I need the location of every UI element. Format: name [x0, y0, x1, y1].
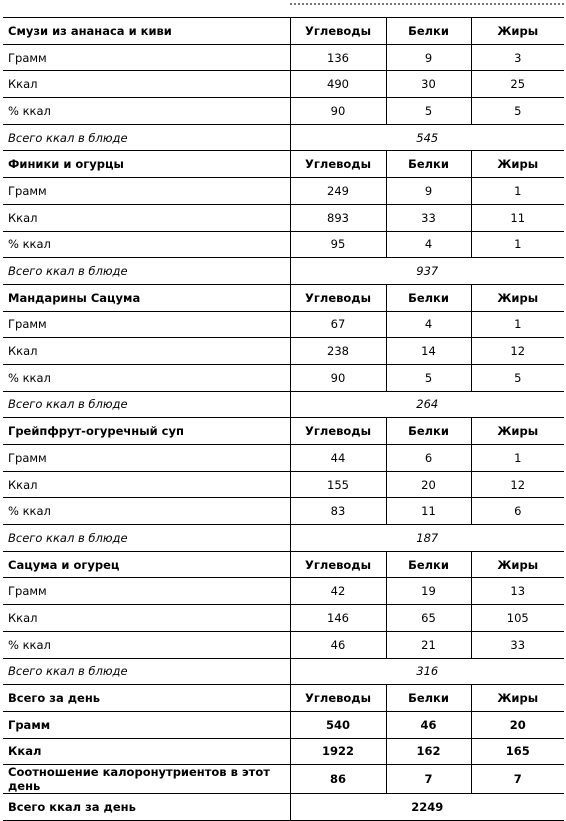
value-cell: 3 — [471, 44, 564, 71]
total-row — [3, 391, 564, 418]
value-cell: 21 — [386, 631, 471, 658]
total-value: 187 — [290, 525, 564, 552]
column-header: Белки — [386, 151, 471, 178]
table-row — [3, 765, 564, 794]
value-cell: 12 — [471, 471, 564, 498]
column-header: Углеводы — [290, 551, 386, 578]
column-header: Белки — [386, 418, 471, 445]
table-row — [3, 445, 564, 472]
value-cell: 5 — [471, 364, 564, 391]
total-value: 2249 — [290, 794, 564, 821]
value-cell: 25 — [471, 71, 564, 98]
row-label: % ккал — [3, 231, 290, 258]
value-cell: 46 — [290, 631, 386, 658]
total-row — [3, 258, 564, 285]
value-cell: 67 — [290, 311, 386, 338]
column-header: Жиры — [471, 551, 564, 578]
section-header-row — [3, 685, 564, 712]
column-header: Углеводы — [290, 418, 386, 445]
section-title: Всего за день — [3, 685, 290, 712]
table-row — [3, 178, 564, 205]
value-cell: 155 — [290, 471, 386, 498]
column-header: Жиры — [471, 18, 564, 45]
table-row — [3, 711, 564, 738]
row-label: Грамм — [3, 44, 290, 71]
table-row — [3, 98, 564, 125]
row-label: Ккал — [3, 471, 290, 498]
section-header-row — [3, 551, 564, 578]
table-row — [3, 204, 564, 231]
value-cell: 165 — [471, 738, 564, 765]
row-label: % ккал — [3, 631, 290, 658]
section-title: Смузи из ананаса и киви — [3, 18, 290, 45]
value-cell: 33 — [471, 631, 564, 658]
total-label: Всего ккал в блюде — [3, 391, 290, 418]
column-header: Углеводы — [290, 685, 386, 712]
row-label: Грамм — [3, 445, 290, 472]
value-cell: 20 — [471, 711, 564, 738]
value-cell: 90 — [290, 364, 386, 391]
total-label: Всего ккал в блюде — [3, 258, 290, 285]
value-cell: 6 — [386, 445, 471, 472]
table-row — [3, 631, 564, 658]
value-cell: 893 — [290, 204, 386, 231]
row-label: Соотношение калоронутриентов в этот день — [3, 765, 290, 794]
value-cell: 86 — [290, 765, 386, 794]
value-cell: 19 — [386, 578, 471, 605]
nutrition-table — [3, 17, 564, 821]
value-cell: 11 — [386, 498, 471, 525]
value-cell: 7 — [471, 765, 564, 794]
column-header: Жиры — [471, 418, 564, 445]
table-row — [3, 471, 564, 498]
total-label: Всего ккал в блюде — [3, 658, 290, 685]
total-row — [3, 794, 564, 821]
row-label: Грамм — [3, 311, 290, 338]
table-row — [3, 231, 564, 258]
total-value: 316 — [290, 658, 564, 685]
column-header: Белки — [386, 18, 471, 45]
section-header-row — [3, 284, 564, 311]
table-row — [3, 71, 564, 98]
value-cell: 83 — [290, 498, 386, 525]
value-cell: 5 — [471, 98, 564, 125]
table-row — [3, 738, 564, 765]
value-cell: 6 — [471, 498, 564, 525]
value-cell: 90 — [290, 98, 386, 125]
value-cell: 5 — [386, 98, 471, 125]
value-cell: 1 — [471, 231, 564, 258]
value-cell: 46 — [386, 711, 471, 738]
value-cell: 1 — [471, 178, 564, 205]
total-label: Всего ккал в блюде — [3, 525, 290, 552]
value-cell: 238 — [290, 338, 386, 365]
table-row — [3, 44, 564, 71]
row-label: Ккал — [3, 738, 290, 765]
value-cell: 12 — [471, 338, 564, 365]
section-header-row — [3, 18, 564, 45]
section-header-row — [3, 151, 564, 178]
value-cell: 136 — [290, 44, 386, 71]
row-label: Ккал — [3, 71, 290, 98]
row-label: Грамм — [3, 578, 290, 605]
table-row — [3, 498, 564, 525]
value-cell: 9 — [386, 178, 471, 205]
row-label: Ккал — [3, 338, 290, 365]
value-cell: 540 — [290, 711, 386, 738]
column-header: Жиры — [471, 685, 564, 712]
section-title: Сацума и огурец — [3, 551, 290, 578]
column-header: Белки — [386, 284, 471, 311]
total-value: 937 — [290, 258, 564, 285]
value-cell: 9 — [386, 44, 471, 71]
total-label: Всего ккал за день — [3, 794, 290, 821]
value-cell: 5 — [386, 364, 471, 391]
value-cell: 4 — [386, 311, 471, 338]
value-cell: 1 — [471, 311, 564, 338]
value-cell: 42 — [290, 578, 386, 605]
value-cell: 7 — [386, 765, 471, 794]
value-cell: 14 — [386, 338, 471, 365]
value-cell: 20 — [386, 471, 471, 498]
value-cell: 1 — [471, 445, 564, 472]
dotted-rule — [290, 3, 564, 5]
row-label: % ккал — [3, 98, 290, 125]
column-header: Жиры — [471, 151, 564, 178]
total-value: 545 — [290, 124, 564, 151]
row-label: Грамм — [3, 711, 290, 738]
table-row — [3, 605, 564, 632]
column-header: Жиры — [471, 284, 564, 311]
section-title: Грейпфрут-огуречный суп — [3, 418, 290, 445]
value-cell: 249 — [290, 178, 386, 205]
row-label: Ккал — [3, 204, 290, 231]
value-cell: 162 — [386, 738, 471, 765]
table-row — [3, 364, 564, 391]
total-value: 264 — [290, 391, 564, 418]
column-header: Углеводы — [290, 18, 386, 45]
section-title: Мандарины Сацума — [3, 284, 290, 311]
row-label: % ккал — [3, 498, 290, 525]
row-label: Ккал — [3, 605, 290, 632]
section-header-row — [3, 418, 564, 445]
row-label: % ккал — [3, 364, 290, 391]
value-cell: 44 — [290, 445, 386, 472]
value-cell: 30 — [386, 71, 471, 98]
value-cell: 1922 — [290, 738, 386, 765]
total-label: Всего ккал в блюде — [3, 124, 290, 151]
table-row — [3, 578, 564, 605]
value-cell: 33 — [386, 204, 471, 231]
table-row — [3, 338, 564, 365]
column-header: Белки — [386, 685, 471, 712]
table-row — [3, 311, 564, 338]
value-cell: 65 — [386, 605, 471, 632]
total-row — [3, 658, 564, 685]
total-row — [3, 124, 564, 151]
value-cell: 105 — [471, 605, 564, 632]
row-label: Грамм — [3, 178, 290, 205]
value-cell: 4 — [386, 231, 471, 258]
value-cell: 11 — [471, 204, 564, 231]
section-title: Финики и огурцы — [3, 151, 290, 178]
column-header: Углеводы — [290, 151, 386, 178]
column-header: Углеводы — [290, 284, 386, 311]
total-row — [3, 525, 564, 552]
value-cell: 13 — [471, 578, 564, 605]
value-cell: 146 — [290, 605, 386, 632]
column-header: Белки — [386, 551, 471, 578]
value-cell: 490 — [290, 71, 386, 98]
value-cell: 95 — [290, 231, 386, 258]
